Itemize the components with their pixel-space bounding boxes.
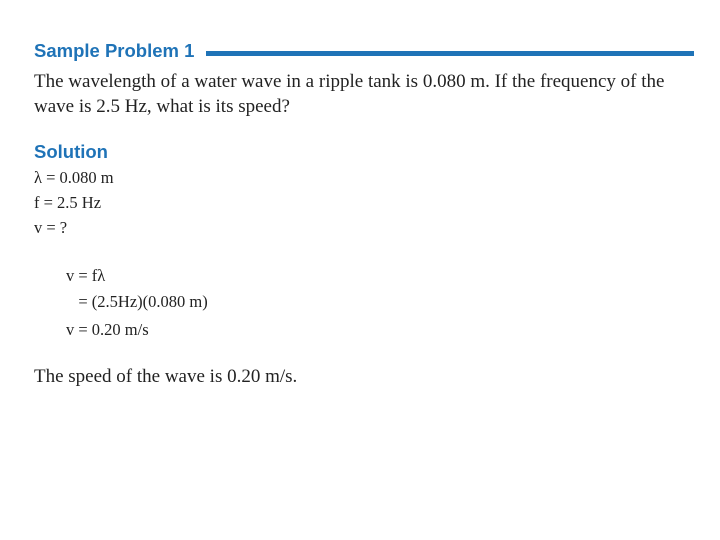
- equation-substitution: = (2.5Hz)(0.080 m): [66, 292, 208, 311]
- equation-formula: v = fλ: [66, 266, 106, 285]
- conclusion-text: The speed of the wave is 0.20 m/s.: [34, 366, 298, 387]
- solution-heading: Solution: [34, 141, 108, 162]
- title-rule-divider: [206, 51, 694, 56]
- equation-result: v = 0.20 m/s: [66, 320, 149, 339]
- problem-statement: The wavelength of a water wave in a ripple tank is 0.080 m. If the frequency of the wave is 2.5 Hz, what is its speed?: [34, 71, 665, 117]
- unknown-speed: v = ?: [34, 218, 68, 237]
- given-frequency: f = 2.5 Hz: [34, 193, 102, 212]
- given-wavelength: λ = 0.080 m: [34, 168, 114, 187]
- section-header: [34, 38, 694, 64]
- page-title: Sample Problem 1: [34, 40, 195, 61]
